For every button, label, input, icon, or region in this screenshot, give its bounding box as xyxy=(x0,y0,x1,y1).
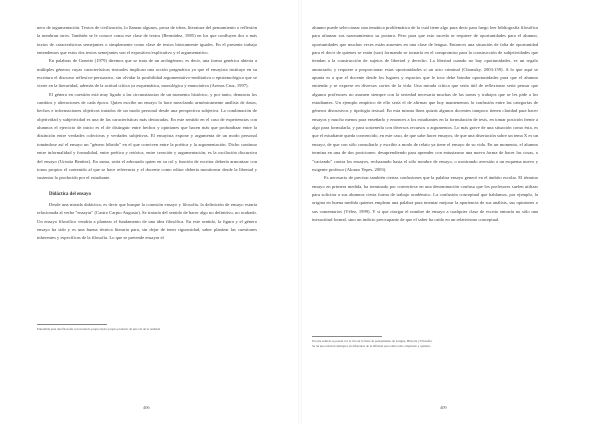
footnote: En este sentido se puede ver la cita de la línea de pensamiento de Lengua, Historia y Filosofía. xyxy=(312,339,433,343)
footnote-rule xyxy=(37,324,107,325)
paragraph: alumno puede seleccionar una temática problemática de la cual tiene algo para decir para luego leer bibliografía filosófica para afianzar sus razonamientos su postura. Pero para que esto suceda se requiere de oportunidades para el alumno, oportunidades que muchas veces están ausentes en una clase de lengua. Entonces una situación de falta de oportunidad para el decir de quienes se están (son) formando se tornaría en el compromiso para la construcción de subjetividades que tiendan a la construcción de sujetos de libertad y derecho. La libertad cuando no hay oportunidades, es un regalo anunciado; y requiere a proporcionar estas oportunidades si un acto criminal (Chomsky, 2003:159). A lo que aquí se apunta es a que el docente desde los lugares y espacios que le toca debe brindar oportunidades para que el alumno entienda y se exprese en diversos cortes de la vida. Una mirada crítica que sería útil de reflexionar sería pensar que algunos profesores no asumen siempre con la seriedad necesaria muchas de las tareas y trabajos que se les pide a los estudiantes. Un ejemplo empírico de ello sería el de afirmar que hoy mantenemos la confusión entre las categorías de géneros discursivos y tipología textual. En esta misma línea quizás algunos docentes tampoco tienen claridad para hacer ensayos y mucho menos para enseñarlo y entonces a los estudiantes en la formulación de tesis, en tomar posición frente a algo para formularla, y para sostenerla con diversos recursos o argumentos. Lo más grave de una situación como ésta, es que el estudiante queda convencido, en este caso, de que sabe hacer ensayos, de que una disertación sobre un tema X es un ensayo, de que con sólo consultarlo y escribir a modo de relato ya tiene el ensayo de su vida. En un momento, el alumno termina en una de dos posiciones: desaprendiendo para aprender con entusiasmo una nueva forma de hacer las cosas, o "vaciando" contra los ensayos, rechazando hasta el sólo nombre de ensayo, o mostrando aversión a un esquema nuevo y exigente profesor (Alonzo Yepes, 2003). xyxy=(312,25,538,172)
paragraph: Es necesario de precisar también ciertas confusiones que la palabra ensayo generó en el ámbito escolar. El término ensayo en primera medida, ha terminado por convertirse en una denominación confusa que los profesores suelen utilizar para solicitar a sus alumnos cierta forma de trabajo académico. La confusión conceptual que hablamos, por ejemplo, la origina en buena medida quienes emplean una palabra para intentar mejorar la apariencia de sus análisis, sus opiniones o sus comentarios (Vélez, 1999). Y si que otorgar el nombre de ensayo a cualquier clase de escrito entraría no sólo una inexactitud formal, sino un indicio preocupante de que el saber ha caído en un relativismo conceptual. xyxy=(312,175,538,222)
left-footnotes xyxy=(37,324,257,332)
paragraph: En palabras de Genette (1979) diremos que se trata de un archigénero, es decir, una forma genérica abierta a múltiples géneros cuyas características textuales implican una acción pragmática ya que el ensayista instituye en su escritura el discurso reflexivo-persuasivo, sin olvidar la posibilidad argumentativo-meditativa o epistemológica que se vierte en la literaridad, además de la actitud crítica ya esquemática, monológica y enunciativa (Arenas Cruz, 1997). xyxy=(37,58,257,89)
right-page-body xyxy=(312,24,538,224)
left-page-body xyxy=(37,24,257,243)
paragraph: El género en cuestión está muy ligado a las circunstancias de un momento histórico, y por tanto, denuncia los cambios y alteraciones de cada época. Quien escribe un ensayo lo hace mezclando armónicamente análisis de datos, hechos e informaciones objetivas tratados de un modo personal desde una perspectiva subjetiva. La combinación de objetividad y subjetividad es una de las características más destacadas. En este sentido en el caso de experiencias con alumnos el ejercicio de inicio es el de distinguir entre hechos y opiniones que hacen más que profundizar entre la distinción entre verdades colectivas y verdades subjetivas. El ensayista expone y argumenta de un modo personal tomándose así el ensayo un "género híbrido" en el que conviven entre la poética y la argumentación. Dicho continuo entre informalidad y formalidad, entre poética y retórica, entre creación y argumentación, es la oscilación discursiva del ensayo (Urrutia Benítez). En suma, sería el adecuado quien en su rol y función de escritor debería armonizar con tonos propios el contenido al que se hace referencia y el docente como editor debería monitorear desde la libertad y sustentar lo producido por el estudiante. xyxy=(37,91,257,181)
page-number: 409 xyxy=(440,405,447,410)
page-number: 406 xyxy=(143,405,150,410)
paragraph: nero de argumentación. Textos de civilización, lo llaman algunos, prosa de ideas, literatura del pensamiento o reflexión la nombran otros. También se le conoce como ese clase de textos (Bermúdez, 1985) en los que confluyen dos o más textos de características semejantes o simplemente como clase de textos básicamente iguales. En el presente trabajo entendemos que estos dos textos semejantes son el expositivo/explicativo y el argumentativo. xyxy=(37,25,257,56)
paragraph: Desde una mirada didáctica, es decir que busque la conexión ensayo y filosofía, la definición de ensayo estaría relacionada al verbo "ensayar" (Castro Carpio Augusto). Se trataría del sentido de hacer algo no definitivo, no acabado. Un ensayo filosófico vendría a plantear el fundamento de una idea filosófica. En este sentido, la figura y el género ensayo ha sido y es una buena técnica literaria para, sin dejar de tener rigurosidad, saber plantear las cuestiones inherentes y específicas de la filosofía. Lo que se pretende ensayar el xyxy=(37,201,257,241)
right-page xyxy=(300,0,600,424)
footnote-rule xyxy=(312,336,382,337)
section-heading: Didáctica del ensayo xyxy=(49,191,91,197)
footnote: Se da una relación dialógica en diferentes de la difusión para entre texto, hipótesis y opinión. xyxy=(312,344,431,348)
footnote: Entendida para una filosofía con un modo propio típica propio producir de una vía de la realidad xyxy=(37,327,161,331)
right-footnotes xyxy=(312,336,538,349)
